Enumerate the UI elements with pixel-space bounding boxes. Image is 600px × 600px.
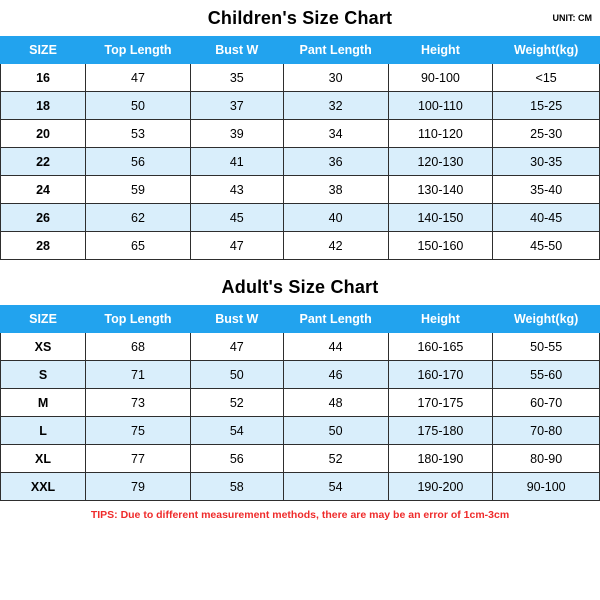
cell-pant-length: 54 xyxy=(283,473,388,501)
cell-bust-w: 50 xyxy=(190,361,283,389)
cell-height: 175-180 xyxy=(388,417,493,445)
cell-top-length: 77 xyxy=(86,445,191,473)
children-col-size: SIZE xyxy=(1,37,86,64)
children-header-row xyxy=(1,37,600,64)
children-col-pant-length: Pant Length xyxy=(283,37,388,64)
cell-weight: <15 xyxy=(493,64,600,92)
cell-pant-length: 36 xyxy=(283,148,388,176)
cell-weight: 90-100 xyxy=(493,473,600,501)
cell-bust-w: 56 xyxy=(190,445,283,473)
adult-size-table xyxy=(0,305,600,501)
children-size-section xyxy=(0,0,600,260)
table-row xyxy=(1,148,600,176)
cell-top-length: 68 xyxy=(86,333,191,361)
children-col-weight: Weight(kg) xyxy=(493,37,600,64)
cell-weight: 60-70 xyxy=(493,389,600,417)
adult-col-height: Height xyxy=(388,306,493,333)
cell-top-length: 56 xyxy=(86,148,191,176)
table-row xyxy=(1,389,600,417)
cell-top-length: 75 xyxy=(86,417,191,445)
cell-weight: 40-45 xyxy=(493,204,600,232)
cell-bust-w: 43 xyxy=(190,176,283,204)
cell-top-length: 50 xyxy=(86,92,191,120)
children-col-top-length: Top Length xyxy=(86,37,191,64)
adult-col-pant-length: Pant Length xyxy=(283,306,388,333)
cell-pant-length: 38 xyxy=(283,176,388,204)
cell-pant-length: 40 xyxy=(283,204,388,232)
table-row xyxy=(1,333,600,361)
section-divider xyxy=(0,260,600,269)
table-row xyxy=(1,232,600,260)
unit-label: UNIT: CM xyxy=(552,13,592,23)
cell-size: M xyxy=(1,389,86,417)
table-row xyxy=(1,473,600,501)
cell-bust-w: 54 xyxy=(190,417,283,445)
cell-size: 24 xyxy=(1,176,86,204)
cell-size: L xyxy=(1,417,86,445)
cell-top-length: 73 xyxy=(86,389,191,417)
cell-pant-length: 34 xyxy=(283,120,388,148)
cell-bust-w: 47 xyxy=(190,232,283,260)
cell-height: 140-150 xyxy=(388,204,493,232)
table-row xyxy=(1,417,600,445)
cell-bust-w: 52 xyxy=(190,389,283,417)
adult-col-top-length: Top Length xyxy=(86,306,191,333)
cell-height: 190-200 xyxy=(388,473,493,501)
cell-weight: 80-90 xyxy=(493,445,600,473)
adult-table-body xyxy=(1,333,600,501)
cell-pant-length: 48 xyxy=(283,389,388,417)
cell-size: 16 xyxy=(1,64,86,92)
cell-size: XL xyxy=(1,445,86,473)
adult-col-weight: Weight(kg) xyxy=(493,306,600,333)
cell-bust-w: 41 xyxy=(190,148,283,176)
cell-height: 130-140 xyxy=(388,176,493,204)
cell-top-length: 62 xyxy=(86,204,191,232)
cell-bust-w: 37 xyxy=(190,92,283,120)
cell-height: 90-100 xyxy=(388,64,493,92)
children-table-body xyxy=(1,64,600,260)
adult-col-size: SIZE xyxy=(1,306,86,333)
table-row xyxy=(1,445,600,473)
adult-table-head xyxy=(1,306,600,333)
cell-size: XXL xyxy=(1,473,86,501)
cell-pant-length: 52 xyxy=(283,445,388,473)
cell-size: 26 xyxy=(1,204,86,232)
cell-size: S xyxy=(1,361,86,389)
cell-top-length: 47 xyxy=(86,64,191,92)
cell-weight: 15-25 xyxy=(493,92,600,120)
cell-weight: 45-50 xyxy=(493,232,600,260)
cell-bust-w: 35 xyxy=(190,64,283,92)
cell-height: 110-120 xyxy=(388,120,493,148)
cell-size: 22 xyxy=(1,148,86,176)
cell-top-length: 65 xyxy=(86,232,191,260)
table-row xyxy=(1,92,600,120)
cell-height: 180-190 xyxy=(388,445,493,473)
cell-size: 20 xyxy=(1,120,86,148)
cell-top-length: 79 xyxy=(86,473,191,501)
cell-weight: 70-80 xyxy=(493,417,600,445)
cell-bust-w: 58 xyxy=(190,473,283,501)
cell-size: 28 xyxy=(1,232,86,260)
cell-size: XS xyxy=(1,333,86,361)
cell-pant-length: 44 xyxy=(283,333,388,361)
cell-height: 170-175 xyxy=(388,389,493,417)
cell-weight: 55-60 xyxy=(493,361,600,389)
cell-height: 150-160 xyxy=(388,232,493,260)
adult-col-bust-w: Bust W xyxy=(190,306,283,333)
table-row xyxy=(1,361,600,389)
table-row xyxy=(1,64,600,92)
children-table-head xyxy=(1,37,600,64)
cell-top-length: 71 xyxy=(86,361,191,389)
cell-bust-w: 39 xyxy=(190,120,283,148)
cell-top-length: 53 xyxy=(86,120,191,148)
cell-pant-length: 30 xyxy=(283,64,388,92)
children-col-bust-w: Bust W xyxy=(190,37,283,64)
adult-size-section xyxy=(0,269,600,501)
cell-height: 120-130 xyxy=(388,148,493,176)
cell-height: 160-165 xyxy=(388,333,493,361)
children-chart-title: Children's Size Chart xyxy=(207,7,393,28)
table-row xyxy=(1,120,600,148)
cell-bust-w: 47 xyxy=(190,333,283,361)
children-title-row xyxy=(0,0,600,36)
cell-size: 18 xyxy=(1,92,86,120)
cell-pant-length: 50 xyxy=(283,417,388,445)
cell-weight: 25-30 xyxy=(493,120,600,148)
cell-weight: 35-40 xyxy=(493,176,600,204)
adult-chart-title: Adult's Size Chart xyxy=(221,276,379,297)
cell-weight: 30-35 xyxy=(493,148,600,176)
children-col-height: Height xyxy=(388,37,493,64)
table-row xyxy=(1,176,600,204)
cell-height: 160-170 xyxy=(388,361,493,389)
cell-pant-length: 46 xyxy=(283,361,388,389)
cell-pant-length: 32 xyxy=(283,92,388,120)
cell-weight: 50-55 xyxy=(493,333,600,361)
cell-top-length: 59 xyxy=(86,176,191,204)
table-row xyxy=(1,204,600,232)
cell-pant-length: 42 xyxy=(283,232,388,260)
tips-note: TIPS: Due to different measurement methods, there are may be an error of 1cm-3cm xyxy=(90,509,510,521)
cell-bust-w: 45 xyxy=(190,204,283,232)
adult-header-row xyxy=(1,306,600,333)
adult-title-row xyxy=(0,269,600,305)
cell-height: 100-110 xyxy=(388,92,493,120)
children-size-table xyxy=(0,36,600,260)
